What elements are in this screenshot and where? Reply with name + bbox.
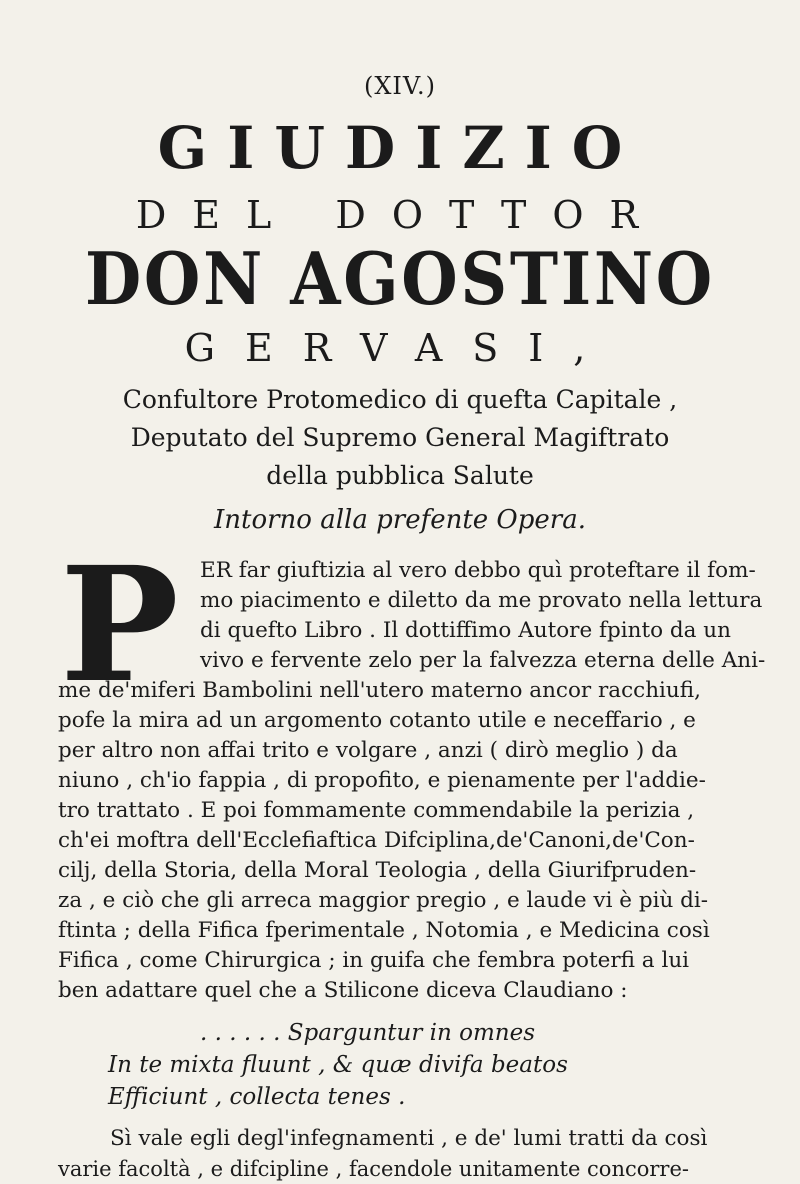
intro-heading: Intorno alla prefente Opera. bbox=[214, 505, 586, 535]
body-line: me de'miferi Bambolini nell'utero materno ancor racchiufi, bbox=[58, 678, 701, 703]
subtitle-line-3: della pubblica Salute bbox=[266, 461, 534, 490]
body-line: ch'ei moftra dell'Ecclefiaftica Difciplina,de'Canoni,de'Con- bbox=[58, 828, 695, 853]
body-line: mo piacimento e diletto da me provato nella lettura bbox=[200, 588, 763, 613]
closing-line-continuation bbox=[58, 1154, 59, 1184]
body-line: di quefto Libro . Il dottiffimo Autore fpinto da un bbox=[200, 618, 731, 643]
title-gervasi: GERVASI, bbox=[184, 326, 616, 370]
body-line: Fifica , come Chirurgica ; in guifa che fembra poterfi a lui bbox=[58, 948, 690, 973]
title-giudizio: GIUDIZIO bbox=[157, 114, 643, 182]
body-line: cilj, della Storia, della Moral Teologia , della Giurifpruden- bbox=[58, 858, 697, 883]
quote-line: . . . . . . Sparguntur in omnes bbox=[200, 1020, 535, 1046]
quote-line: In te mixta fluunt , & quæ divifa beatos bbox=[108, 1052, 568, 1078]
quote-line: Efficiunt , collecta tenes . bbox=[108, 1084, 406, 1110]
closing-line: Sì vale egli degl'infegnamenti , e de' lumi tratti da così bbox=[110, 1126, 708, 1151]
body-line: ER far giuftizia al vero debbo quì proteftare il fom- bbox=[200, 558, 756, 583]
title-don-agostino: DON AGOSTINO bbox=[85, 236, 715, 321]
body-line: ben adattare quel che a Stilicone diceva Claudiano : bbox=[58, 978, 628, 1003]
subtitle-line-1: Confultore Protomedico di quefta Capitale , bbox=[122, 385, 678, 414]
body-line: tro trattato . E poi fommamente commendabile la perizia , bbox=[58, 798, 695, 823]
subtitle-line-2: Deputato del Supremo General Magiftrato bbox=[130, 423, 670, 452]
body-line: pofe la mira ad un argomento cotanto utile e neceffario , e bbox=[58, 708, 696, 733]
drop-cap: P bbox=[60, 533, 179, 718]
body-line: vivo e fervente zelo per la falvezza eterna delle Ani- bbox=[200, 648, 766, 673]
closing-line: varie facoltà , e difcipline , facendole unitamente concorre- bbox=[58, 1154, 689, 1184]
title-del-dottor: DEL DOTTOR bbox=[135, 193, 665, 237]
body-line: ftinta ; della Fifica fperimentale , Notomia , e Medicina così bbox=[58, 918, 710, 943]
body-line: niuno , ch'io fappia , di propofito, e pienamente per l'addie- bbox=[58, 768, 706, 793]
body-line: per altro non affai trito e volgare , anzi ( dirò meglio ) da bbox=[58, 738, 678, 763]
page-number: (XIV.) bbox=[363, 72, 437, 100]
body-line: za , e ciò che gli arreca maggior pregio , e laude vi è più di- bbox=[58, 888, 709, 913]
closing-line-continuation bbox=[58, 1154, 88, 1184]
